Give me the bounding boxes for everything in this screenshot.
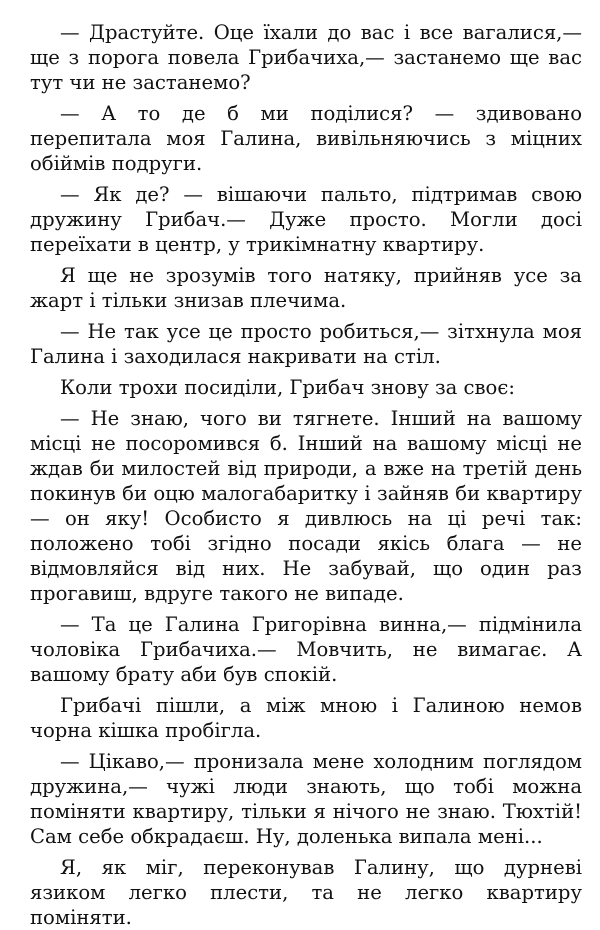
paragraph: — Драстуйте. Оце їхали до вас і все вагалися,— ще з порога повела Грибачиха,— застанемо ще вас тут чи не застанемо? <box>30 21 582 94</box>
paragraph: Коли трохи посиділи, Грибач знову за своє: <box>60 376 515 399</box>
paragraph: — А то де б ми поділися? — здивовано перепитала моя Галина, вивільняючись з міцних обіймів подруги. <box>30 102 582 175</box>
paragraph: — Цікаво,— пронизала мене холодним поглядом дружина,— чужі люди знають, що тобі можна поміняти квартиру, тільки я нічого не знаю. Тюхтій! Сам себе обкрадаєш. Ну, доленька випала мені... <box>30 750 582 848</box>
paragraph: — Не знаю, чого ви тягнете. Інший на вашому місці не посоромився б. Інший на вашому місці не ждав би милостей від природи, а вже на третій день покинув би оцю малогабаритку і зайняв би квартиру — он яку! Особисто я дивлюсь на ці речі так: положено тобі згідно посади якісь блага — не відмовляйся від них. Не забувай, що один раз прогавиш, вдруге такого не випаде. <box>30 407 582 605</box>
paragraph: — Та це Галина Григорівна винна,— підмінила чоловіка Грибачиха.— Мовчить, не вимагає. А вашому брату аби був спокій. <box>30 613 582 686</box>
paragraph: Я ще не зрозумів того натяку, прийняв усе за жарт і тільки знизав плечима. <box>30 264 582 312</box>
paragraph: Я, як міг, переконував Галину, що дурневі язиком легко плести, та не легко квартиру поміняти. <box>30 856 582 929</box>
paragraph: — Не так усе це просто робиться,— зітхнула моя Галина і заходилася накривати на стіл. <box>30 320 582 368</box>
paragraph: — Як де? — вішаючи пальто, підтримав свою дружину Грибач.— Дуже просто. Могли досі переїхати в центр, у трикімнатну квартиру. <box>30 183 582 256</box>
paragraph: Грибачі пішли, а між мною і Галиною немов чорна кішка пробігла. <box>30 694 582 742</box>
